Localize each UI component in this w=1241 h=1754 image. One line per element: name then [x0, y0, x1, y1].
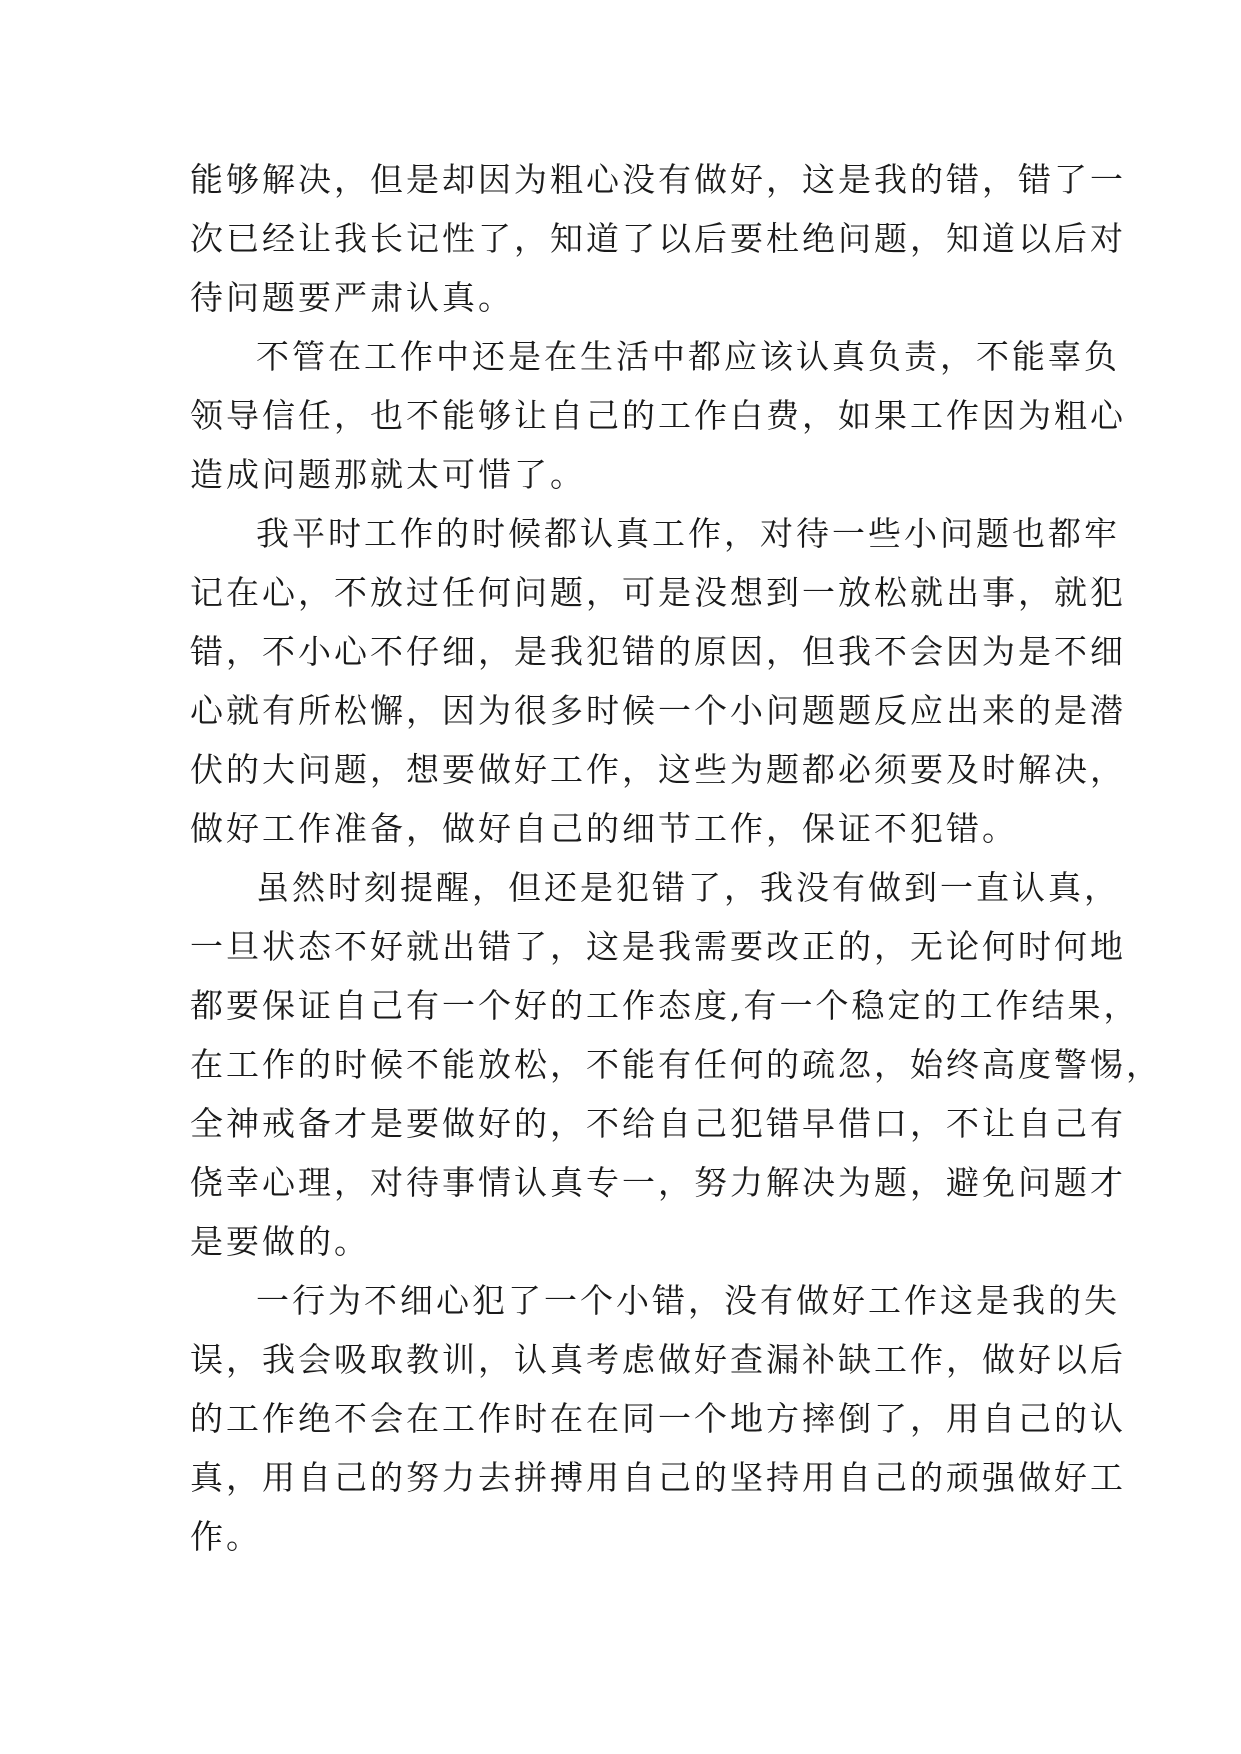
- paragraph-2: [190, 327, 1126, 504]
- document-body: [190, 150, 1162, 1566]
- text-line: 做好工作准备，做好自己的细节工作，保证不犯错。: [190, 809, 1018, 848]
- text-line: 次已经让我长记性了，知道了以后要杜绝问题，知道以后对: [190, 219, 1126, 258]
- text-line: 全神戒备才是要做好的，不给自己犯错早借口，不让自己有: [190, 1104, 1126, 1143]
- text-line: 误，我会吸取教训，认真考虑做好查漏补缺工作，做好以后: [190, 1340, 1126, 1379]
- text-line: 作。: [190, 1517, 262, 1556]
- text-line: 真，用自己的努力去拼搏用自己的坚持用自己的顽强做好工: [190, 1458, 1126, 1497]
- text-line: 伏的大问题，想要做好工作，这些为题都必须要及时解决，: [190, 750, 1126, 789]
- text-line: 不管在工作中还是在生活中都应该认真负责，不能辜负: [256, 337, 1120, 376]
- text-line: 在工作的时候不能放松，不能有任何的疏忽，始终高度警惕，: [190, 1045, 1162, 1084]
- text-line: 待问题要严肃认真。: [190, 278, 514, 317]
- text-line: 侥幸心理，对待事情认真专一，努力解决为题，避免问题才: [190, 1163, 1126, 1202]
- text-line: 是要做的。: [190, 1222, 370, 1261]
- text-line: 领导信任，也不能够让自己的工作白费，如果工作因为粗心: [190, 396, 1126, 435]
- text-line: 能够解决，但是却因为粗心没有做好，这是我的错，错了一: [190, 160, 1126, 199]
- text-line: 的工作绝不会在工作时在在同一个地方摔倒了，用自己的认: [190, 1399, 1126, 1438]
- text-line: 都要保证自己有一个好的工作态度,有一个稳定的工作结果，: [190, 986, 1140, 1025]
- text-line: 我平时工作的时候都认真工作，对待一些小问题也都牢: [256, 514, 1120, 553]
- paragraph-1: [190, 150, 1126, 327]
- text-line: 造成问题那就太可惜了。: [190, 455, 586, 494]
- text-line: 一行为不细心犯了一个小错，没有做好工作这是我的失: [256, 1281, 1120, 1320]
- paragraph-5: [190, 1271, 1126, 1566]
- paragraph-3: [190, 504, 1126, 858]
- text-line: 心就有所松懈，因为很多时候一个小问题题反应出来的是潜: [190, 691, 1126, 730]
- paragraph-4: [190, 858, 1162, 1271]
- text-line: 虽然时刻提醒，但还是犯错了，我没有做到一直认真，: [256, 868, 1120, 907]
- text-line: 一旦状态不好就出错了，这是我需要改正的，无论何时何地: [190, 927, 1126, 966]
- text-line: 记在心，不放过任何问题，可是没想到一放松就出事，就犯: [190, 573, 1126, 612]
- text-line: 错，不小心不仔细，是我犯错的原因，但我不会因为是不细: [190, 632, 1126, 671]
